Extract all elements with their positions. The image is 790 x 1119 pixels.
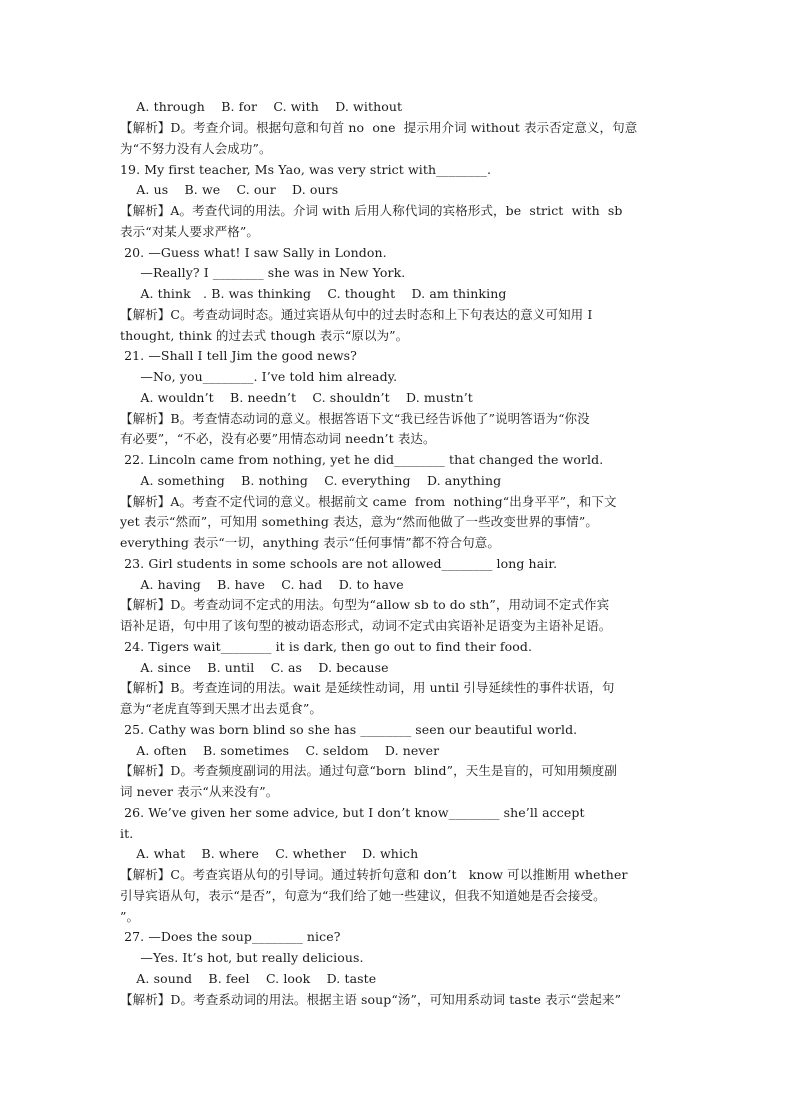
text-line: A. think . B. was thinking C. thought D. am thinking <box>120 286 507 301</box>
text-line: yet 表示“然而”，可知用 something 表达，意为“然而他做了一些改变世界的事情”。 <box>120 514 598 529</box>
text-line: A. wouldn’t B. needn’t C. shouldn’t D. mustn’t <box>120 390 473 405</box>
text-line: 【解析】A。考查不定代词的意义。根据前文 came from nothing“出身平平”，和下文 <box>120 494 617 509</box>
text-line: 表示“对某人要求严格”。 <box>120 224 259 239</box>
text-line: 19. My first teacher, Ms Yao, was very strict with________. <box>120 162 492 177</box>
text-line: it. <box>120 826 134 841</box>
text-line: 【解析】B。考查连词的用法。wait 是延续性动词，用 until 引导延续性的事件状语，句 <box>120 680 615 695</box>
text-line: A. something B. nothing C. everything D. anything <box>120 473 502 488</box>
text-line: 词 never 表示“从来没有”。 <box>120 784 279 799</box>
text-line: —Yes. It’s hot, but really delicious. <box>120 950 364 965</box>
text-line: A. having B. have C. had D. to have <box>120 577 404 592</box>
text-line: 为“不努力没有人会成功”。 <box>120 141 272 156</box>
text-line: 22. Lincoln came from nothing, yet he did________ that changed the world. <box>120 452 604 467</box>
text-line: 有必要”，“不必，没有必要”用情态动词 needn’t 表达。 <box>120 431 436 446</box>
text-line: 20. —Guess what! I saw Sally in London. <box>120 245 387 260</box>
text-line: A. sound B. feel C. look D. taste <box>120 971 377 986</box>
text-line: 【解析】A。考查代词的用法。介词 with 后用人称代词的宾格形式，be strict with sb <box>120 203 623 218</box>
text-line: 【解析】D。考查介词。根据句意和句首 no one 提示用介词 without 表示否定意义，句意 <box>120 120 638 135</box>
text-line: 引导宾语从句，表示“是否”，句意为“我们给了她一些建议，但我不知道她是否会接受。 <box>120 888 606 903</box>
text-line: A. through B. for C. with D. without <box>120 99 403 114</box>
text-line: 【解析】C。考查宾语从句的引导词。通过转折句意和 don’t know 可以推断用 whether <box>120 867 628 882</box>
text-line: A. us B. we C. our D. ours <box>120 182 339 197</box>
text-line: ”。 <box>120 909 140 924</box>
text-line: 【解析】B。考查情态动词的意义。根据答语下文“我已经告诉他了”说明答语为“你没 <box>120 411 590 426</box>
text-line: 26. We’ve given her some advice, but I don’t know________ she’ll accept <box>120 805 585 820</box>
text-line: 21. —Shall I tell Jim the good news? <box>120 348 357 363</box>
text-line: 【解析】D。考查频度副词的用法。通过句意“born blind”，天生是盲的，可知用频度副 <box>120 763 617 778</box>
text-line: 【解析】D。考查动词不定式的用法。句型为“allow sb to do sth”，用动词不定式作宾 <box>120 597 610 612</box>
text-line: 意为“老虎直等到天黑才出去觅食”。 <box>120 701 322 716</box>
text-line: —No, you________. I’ve told him already. <box>120 369 398 384</box>
text-line: 27. —Does the soup________ nice? <box>120 929 341 944</box>
text-line: thought, think 的过去式 though 表示“原以为”。 <box>120 328 409 343</box>
text-line: A. since B. until C. as D. because <box>120 660 389 675</box>
text-line: 25. Cathy was born blind so she has ________ seen our beautiful world. <box>120 722 578 737</box>
text-line: A. often B. sometimes C. seldom D. never <box>120 743 440 758</box>
text-line: 【解析】C。考查动词时态。通过宾语从句中的过去时态和上下句表达的意义可知用 I <box>120 307 593 322</box>
text-line: 24. Tigers wait________ it is dark, then go out to find their food. <box>120 639 533 654</box>
text-line: everything 表示“一切，anything 表示“任何事情”都不符合句意。 <box>120 535 500 550</box>
text-line: 23. Girl students in some schools are not allowed________ long hair. <box>120 556 558 571</box>
text-line: A. what B. where C. whether D. which <box>120 846 419 861</box>
text-line: 【解析】D。考查系动词的用法。根据主语 soup“汤”，可知用系动词 taste 表示“尝起来” <box>120 992 622 1007</box>
text-line: —Really? I ________ she was in New York. <box>120 265 406 280</box>
text-line: 语补足语，句中用了该句型的被动语态形式，动词不定式由宾语补足语变为主语补足语。 <box>120 618 612 633</box>
